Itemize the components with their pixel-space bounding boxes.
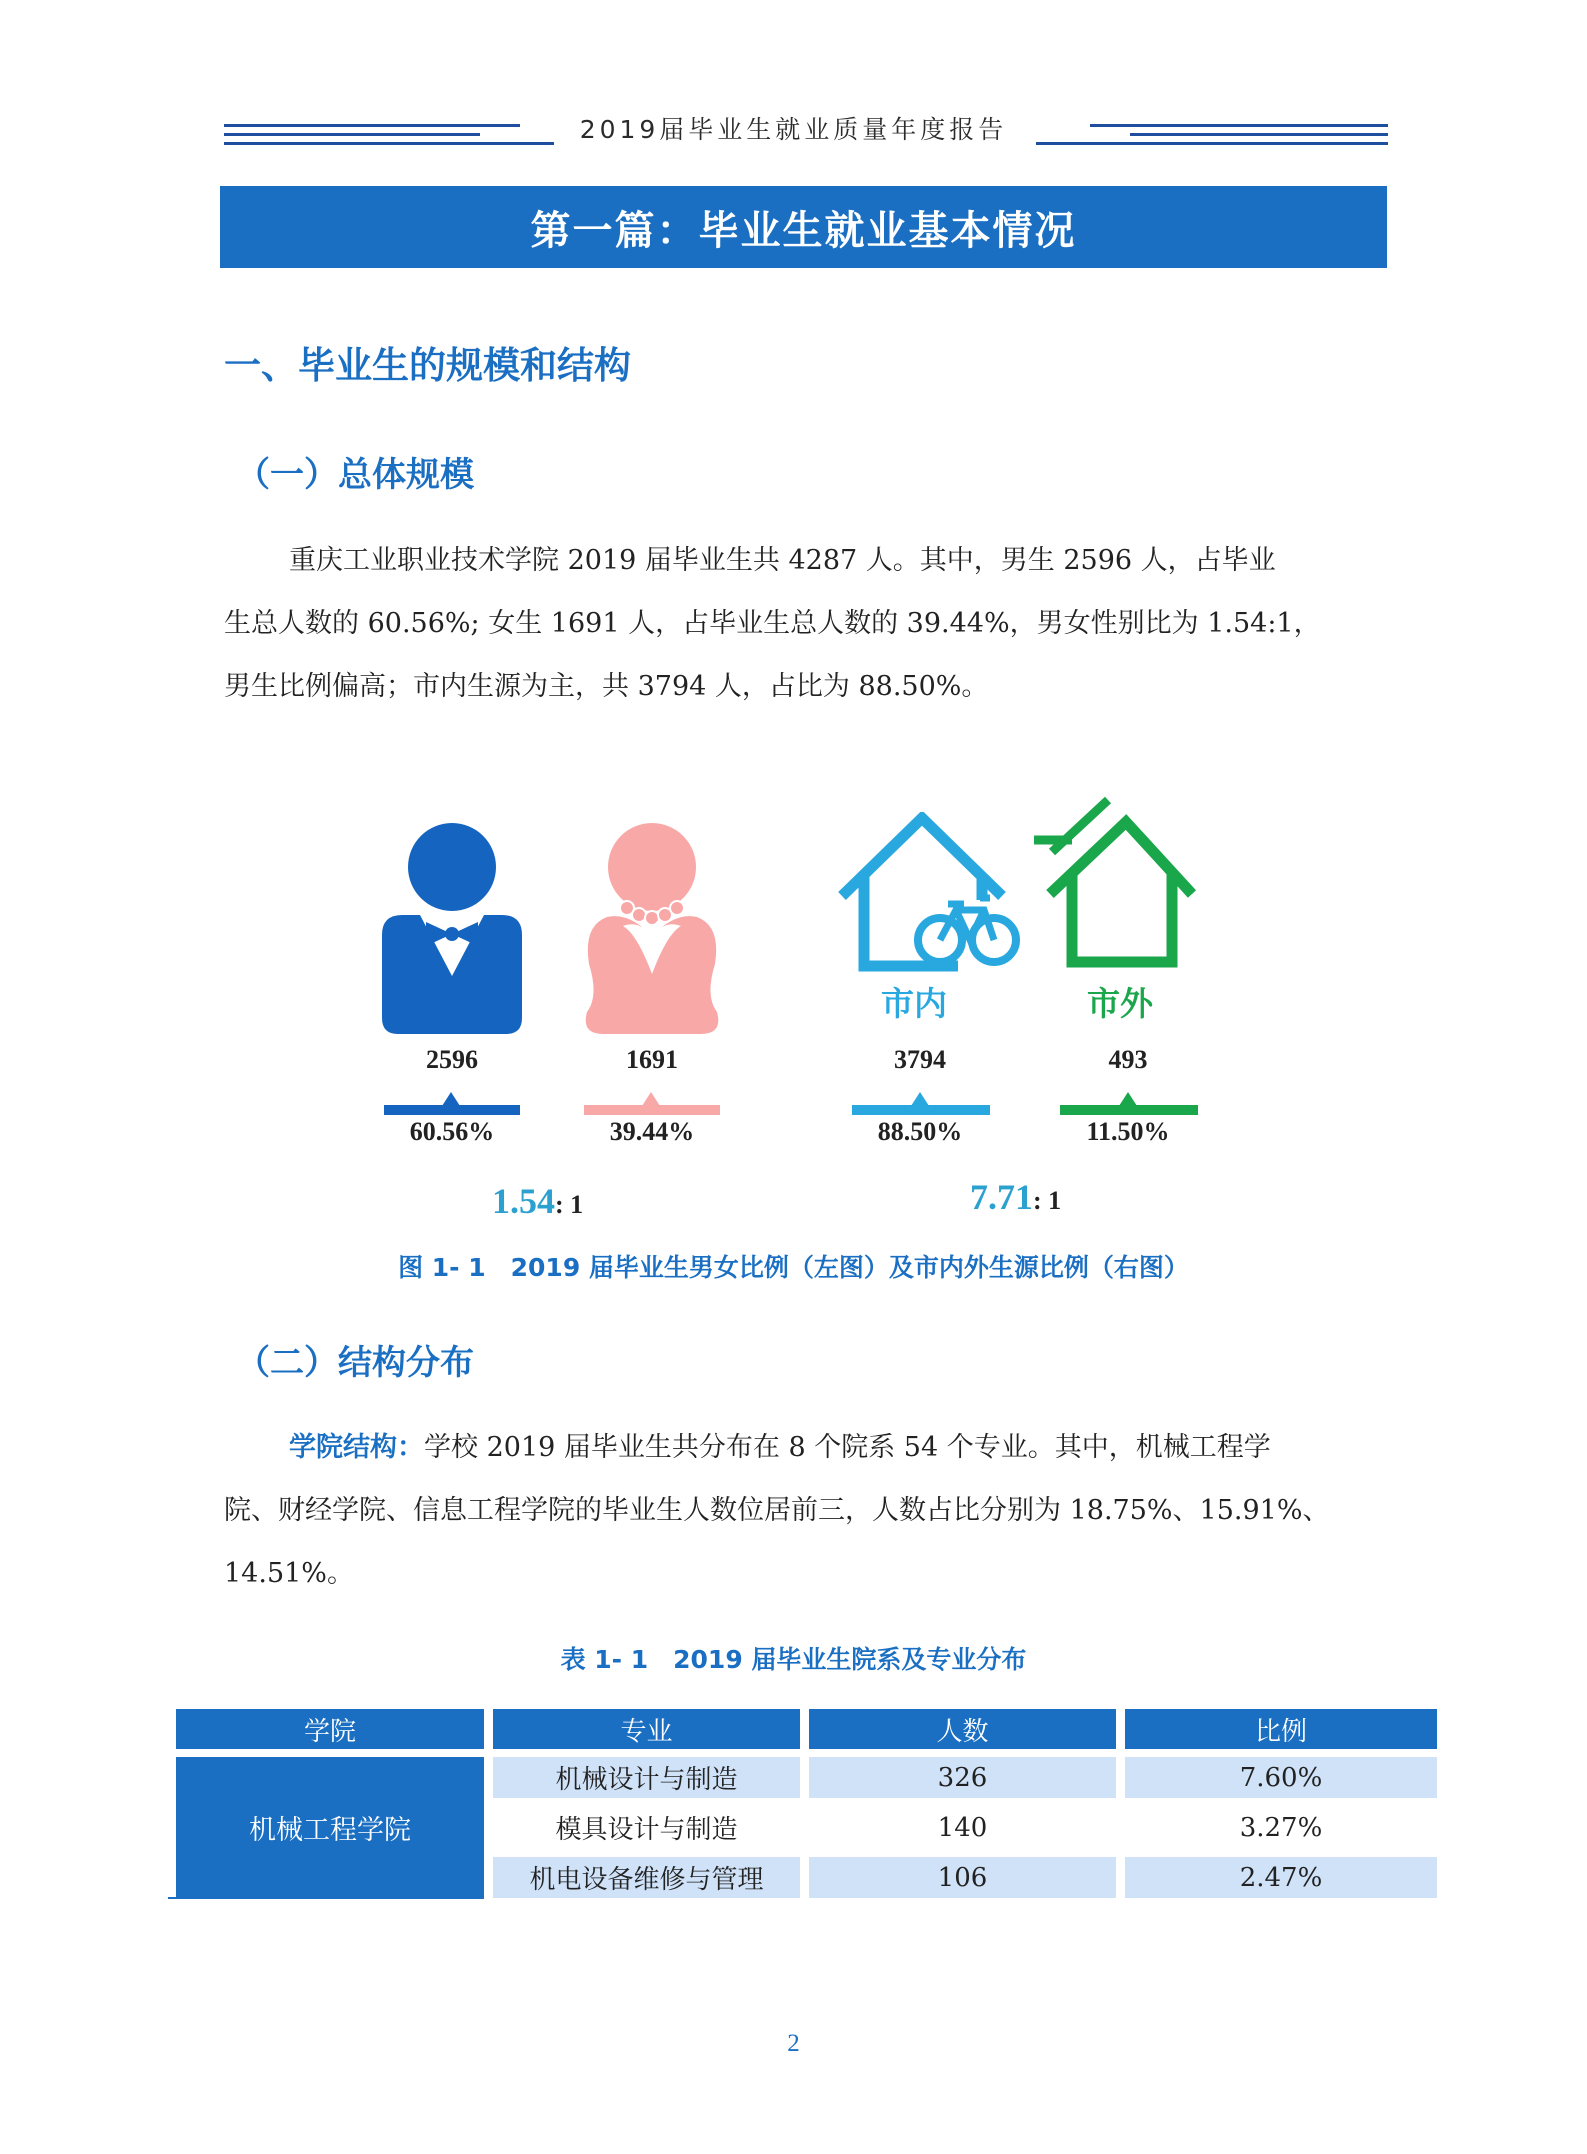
header-rule-left-top (224, 124, 520, 127)
out-city-bar (1060, 1105, 1198, 1115)
table-cell-ratio: 3.27% (1239, 1812, 1323, 1843)
table-cell-major: 机电设备维修与管理 (493, 1857, 800, 1898)
origin-ratio-suffix: : 1 (1033, 1186, 1062, 1215)
paragraph-line: 生总人数的 60.56%; 女生 1691 人，占毕业生总人数的 39.44%，男女性别比为 1.54:1， (224, 608, 1321, 639)
header-rule-left-mid (224, 133, 480, 136)
gender-ratio-suffix: : 1 (555, 1190, 584, 1219)
body-paragraph-structure (224, 1416, 1394, 1605)
table-header-major: 专业 (493, 1709, 800, 1749)
female-percent: 39.44% (609, 1117, 695, 1146)
header-rule-left-bottom (224, 142, 554, 145)
table-cell-count: 140 (937, 1812, 988, 1843)
table-caption: 表 1- 1 2019 届毕业生院系及专业分布 (560, 1645, 1027, 1674)
paragraph-line: 14.51%。 (224, 1558, 354, 1589)
out-city-percent: 11.50% (1086, 1117, 1170, 1146)
header-rule-right-top (1090, 124, 1388, 127)
female-bar-pointer (642, 1092, 660, 1106)
table-cell-major: 机械设计与制造 (493, 1757, 800, 1798)
paragraph-line: 男生比例偏高；市内生源为主，共 3794 人，占比为 88.50%。 (224, 671, 989, 702)
header-rule-right-bottom (1036, 142, 1388, 145)
chapter-banner: 第一篇：毕业生就业基本情况 (220, 186, 1387, 268)
in-city-bar-pointer (911, 1092, 929, 1106)
gender-ratio-value: 1.54 (492, 1181, 555, 1221)
in-city-count: 3794 (894, 1045, 946, 1074)
in-city-percent: 88.50% (877, 1117, 963, 1146)
out-city-house-icon (1032, 782, 1202, 972)
out-city-label: 市外 (1087, 984, 1153, 1023)
paragraph-line (224, 1416, 1394, 1479)
table-cell-ratio: 7.60% (1125, 1757, 1437, 1798)
female-bar (584, 1105, 720, 1115)
table-header-count: 人数 (809, 1709, 1116, 1749)
female-figure-icon (581, 822, 723, 1036)
figure-caption: 图 1- 1 2019 届毕业生男女比例（左图）及市内外生源比例（右图） (398, 1253, 1189, 1282)
paragraph-text: 学校 2019 届毕业生共分布在 8 个院系 54 个专业。其中，机械工程学 (424, 1432, 1271, 1463)
in-city-house-icon (834, 812, 1022, 972)
table-cell-count: 106 (809, 1857, 1116, 1898)
body-paragraph-scale (224, 529, 1394, 718)
major-distribution-table (176, 1709, 1437, 1899)
paragraph-lead: 学院结构： (289, 1432, 424, 1463)
female-count: 1691 (626, 1045, 678, 1074)
table-cell-major: 模具设计与制造 (555, 1815, 738, 1845)
page-number: 2 (787, 2030, 800, 2057)
gender-ratio (492, 1180, 583, 1222)
male-percent: 60.56% (409, 1117, 495, 1146)
running-header: 2019届毕业生就业质量年度报告 (579, 115, 1008, 144)
paragraph-line: 重庆工业职业技术学院 2019 届毕业生共 4287 人。其中，男生 2596 人，占毕业 (289, 545, 1276, 576)
paragraph-line: 院、财经学院、信息工程学院的毕业生人数位居前三，人数占比分别为 18.75%、15.91%、 (224, 1495, 1330, 1526)
table-header-college: 学院 (176, 1709, 484, 1749)
in-city-label: 市内 (881, 984, 947, 1023)
male-count: 2596 (426, 1045, 478, 1074)
subsection-heading-structure: （二）结构分布 (236, 1343, 474, 1383)
section-heading: 一、毕业生的规模和结构 (224, 344, 631, 387)
out-city-count: 493 (1108, 1045, 1148, 1074)
table-cell-ratio: 2.47% (1125, 1857, 1437, 1898)
in-city-bar (852, 1105, 990, 1115)
male-bar (384, 1105, 520, 1115)
male-figure-icon (380, 822, 524, 1036)
subsection-heading-scale: （一）总体规模 (236, 455, 474, 495)
table-college-cell: 机械工程学院 (176, 1757, 484, 1898)
male-bar-pointer (442, 1092, 460, 1106)
table-header-ratio: 比例 (1125, 1709, 1437, 1749)
origin-ratio-value: 7.71 (970, 1177, 1033, 1217)
table-cell-count: 326 (809, 1757, 1116, 1798)
table-bottom-rule (168, 1897, 484, 1899)
header-rule-right-mid (1130, 133, 1388, 136)
out-city-bar-pointer (1119, 1092, 1137, 1106)
origin-ratio (970, 1176, 1061, 1218)
